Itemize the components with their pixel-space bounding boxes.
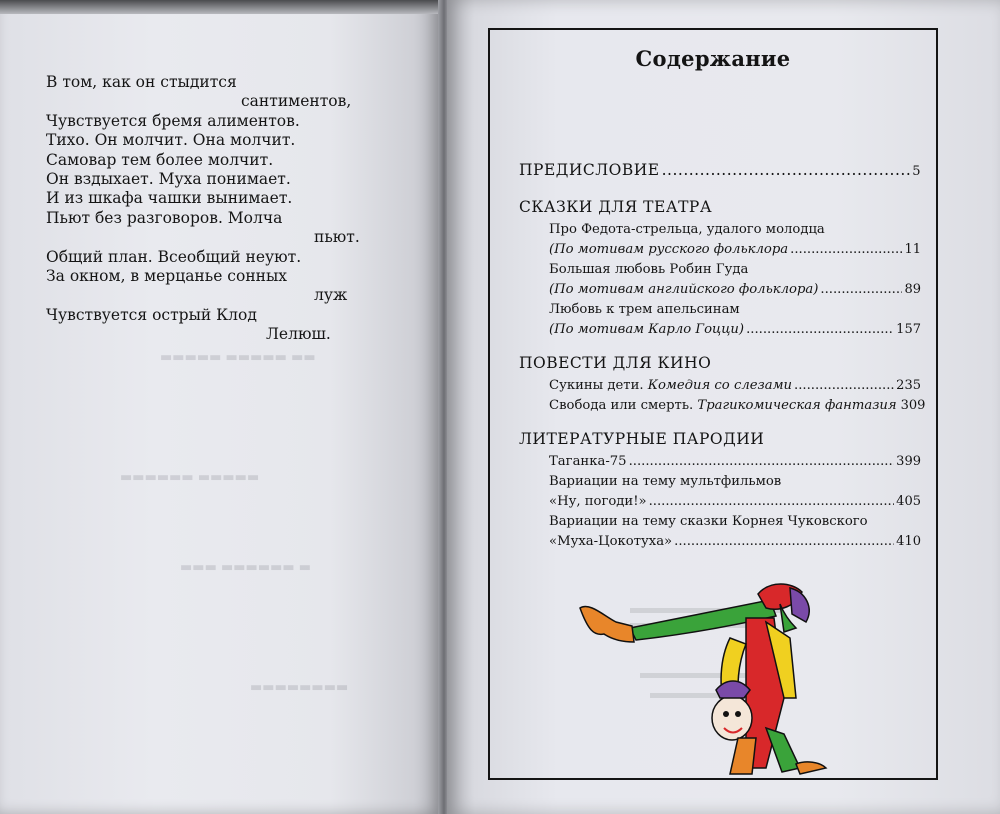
jester-illustration	[570, 578, 840, 778]
poem-line: Общий план. Всеобщий неуют.	[46, 247, 302, 266]
poem-line: сантиментов,	[241, 92, 352, 111]
page-top-shadow	[0, 0, 440, 14]
toc-entry-title: Вариации на тему сказки Корнея Чуковского	[549, 514, 868, 529]
toc-entry-title: Вариации на тему мультфильмов	[549, 474, 782, 489]
leader-dots	[746, 320, 894, 340]
toc-title: Содержание	[635, 46, 791, 71]
toc-entry	[519, 532, 921, 552]
toc-entry-subtitle: «Ну, погоди!»	[549, 494, 647, 509]
poem-line: За окном, в мерцанье сонных	[46, 267, 288, 286]
toc-section-title: ЛИТЕРАТУРНЫЕ ПАРОДИИ	[519, 430, 765, 448]
toc-list	[519, 160, 926, 552]
toc-entry	[519, 492, 921, 512]
toc-entry	[519, 320, 921, 340]
leader-dots	[649, 492, 895, 512]
left-page	[0, 0, 440, 814]
toc-page-number: 11	[904, 242, 921, 257]
toc-entry-subtitle: (По мотивам английского фольклора)	[549, 282, 819, 297]
toc-entry	[519, 396, 926, 416]
toc-page-number: 157	[896, 322, 921, 337]
toc-entry-label: ПРЕДИСЛОВИЕ	[519, 161, 660, 179]
poem-line: Он вздыхает. Муха понимает.	[46, 170, 291, 189]
toc-entry	[519, 240, 921, 260]
poem-line: И из шкафа чашки вынимает.	[46, 189, 293, 208]
leader-dots	[662, 160, 911, 180]
leader-dots	[790, 240, 902, 260]
toc-entry	[519, 280, 921, 300]
toc-page-number: 309	[900, 398, 926, 413]
toc-entry-subtitle: «Муха-Цокотуха»	[549, 534, 673, 549]
toc-section-title: СКАЗКИ ДЛЯ ТЕАТРА	[519, 198, 713, 216]
poem-line: Чувствуется острый Клод	[46, 305, 257, 324]
leader-dots	[794, 376, 894, 396]
toc-section-title: ПОВЕСТИ ДЛЯ КИНО	[519, 354, 712, 372]
toc-entry-title: Таганка-75	[549, 454, 627, 469]
poem-line: пьют.	[314, 228, 360, 247]
show-through-text: ▬▬▬ ▬▬▬▬▬▬ ▬	[180, 560, 312, 575]
toc-page-number: 235	[896, 378, 921, 393]
toc-page-number: 405	[896, 494, 921, 509]
poem-line: Чувствуется бремя алиментов.	[46, 111, 300, 130]
toc-page-number: 410	[896, 534, 921, 549]
toc-entry-title: Любовь к трем апельсинам	[549, 302, 740, 317]
toc-entry-title: Про Федота-стрельца, удалого молодца	[549, 222, 825, 237]
poem-line: В том, как он стыдится	[46, 73, 237, 91]
toc-entry	[519, 452, 921, 472]
poem-line: Пьют без разговоров. Молча	[46, 208, 283, 227]
toc-entry-title: Свобода или смерть.	[549, 398, 694, 413]
leader-dots	[629, 452, 895, 472]
toc-page-number: 399	[896, 454, 921, 469]
toc-page-number: 5	[912, 164, 921, 179]
toc-entry-subtitle: (По мотивам русского фольклора	[549, 242, 789, 257]
leader-dots	[820, 280, 902, 300]
toc-entry-preface	[519, 160, 921, 182]
show-through-text: ▬▬▬▬▬▬ ▬▬▬▬▬	[120, 470, 260, 485]
show-through-text: ▬▬▬▬▬▬▬▬	[250, 680, 349, 695]
toc-page-number: 89	[904, 282, 921, 297]
toc-entry-title: Большая любовь Робин Гуда	[549, 262, 749, 277]
toc-entry-genre: Трагикомическая фантазия	[697, 398, 897, 413]
poem-line: Лелюш.	[266, 325, 331, 344]
poem	[46, 73, 360, 345]
show-through-text: ▬▬▬▬▬ ▬▬▬▬▬ ▬▬	[160, 350, 316, 365]
toc-entry-genre: Комедия со слезами	[647, 378, 793, 393]
poem-line: луж	[314, 286, 348, 305]
poem-line: Самовар тем более молчит.	[46, 150, 274, 169]
toc-entry-subtitle: (По мотивам Карло Гоцци)	[549, 322, 745, 337]
toc-entry	[519, 376, 921, 396]
toc-entry-title: Сукины дети.	[549, 378, 644, 393]
leader-dots	[674, 532, 894, 552]
poem-line: Тихо. Он молчит. Она молчит.	[46, 131, 296, 150]
